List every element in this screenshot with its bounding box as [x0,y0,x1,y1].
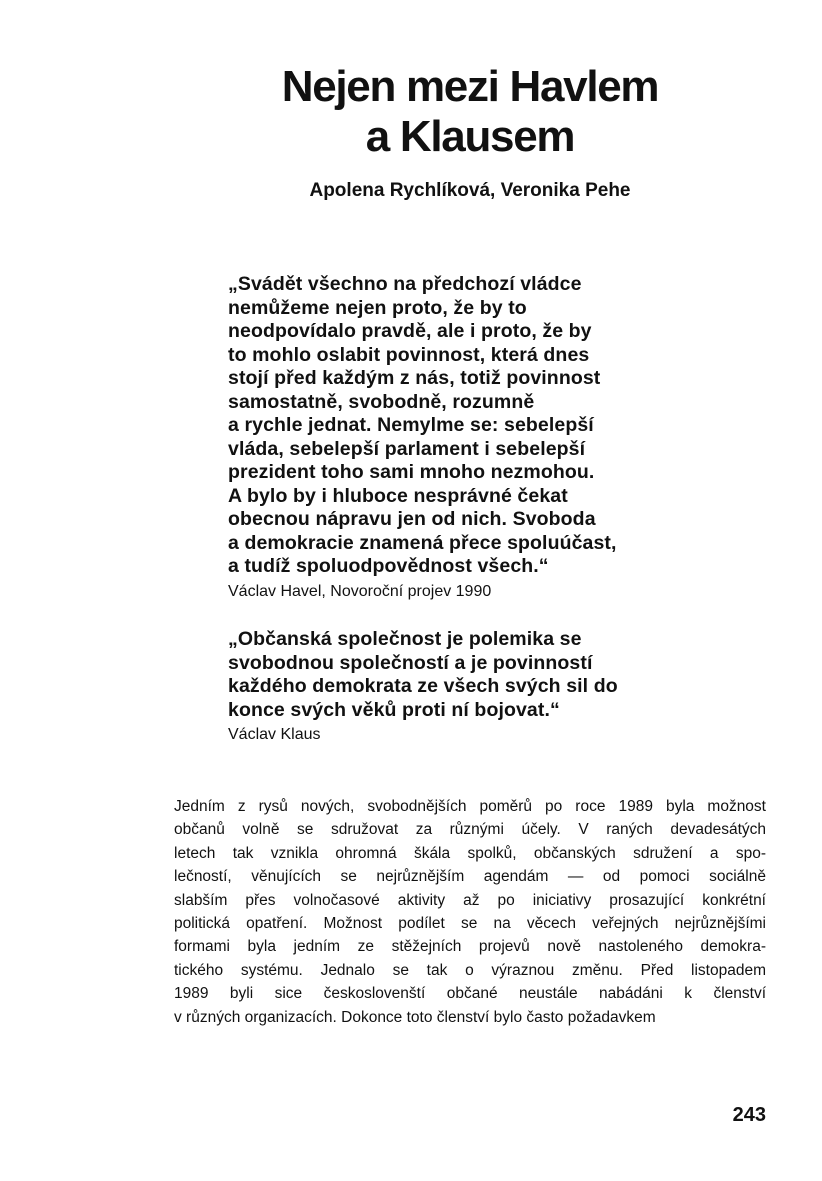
quote-line: svobodnou společností a je povinností [228,651,593,674]
body-line: slabším přes volnočasové aktivity až po iniciativy prosazující konkrétní [174,891,766,909]
body-line: lečností, věnujících se nejrůznějším agendám — od pomoci sociálně [174,868,766,886]
title-line: a Klausem [365,112,575,161]
title-line: Nejen mezi Havlem [281,62,659,111]
quote-line: vláda, sebelepší parlament i sebelepší [228,437,586,460]
epigraph-quote-klaus [228,628,788,746]
quote-line: prezident toho sami mnoho nezmohou. [228,461,595,483]
article-title [150,62,790,162]
body-line: letech tak vznikla ohromná škála spolků, občanských sdružení a spo- [174,844,766,862]
quote-line: a tudíž spoluodpovědnost všech.“ [228,555,549,577]
quote-line: nemůžeme nejen proto, že by to [228,296,527,319]
quote-attribution: Václav Klaus [228,726,321,743]
body-line: v různých organizacích. Dokonce toto členství bylo často požadavkem [174,1008,656,1026]
quote-line: každého demokrata ze všech svých sil do [228,675,618,697]
quote-line: a demokracie znamená přece spoluúčast, [228,531,617,554]
quote-line: to mohlo oslabit povinnost, která dnes [228,343,590,366]
quote-line: neodpovídalo pravdě, ale i proto, že by [228,320,592,342]
body-paragraph [174,795,766,1029]
quote-line: A bylo by i hluboce nesprávné čekat [228,484,568,507]
body-line: občanů volně se sdružovat za různými účely. V raných devadesátých [174,821,766,839]
quote-line: stojí před každým z nás, totiž povinnost [228,367,601,389]
quote-line: samostatně, svobodně, rozumně [228,390,535,413]
body-line: tického systému. Jednalo se tak o výraznou změnu. Před listopadem [174,961,766,979]
epigraph-quote-havel [228,273,788,603]
body-line: formami byla jedním ze stěžejních projevů nově nastoleného demokra- [174,938,766,956]
body-line: 1989 byli sice českoslovenští občané neustále nabádáni k členství [174,985,766,1003]
quote-line: konce svých věků proti ní bojovat.“ [228,698,560,721]
body-line: Jedním z rysů nových, svobodnějších poměrů po roce 1989 byla možnost [174,798,766,815]
quote-attribution: Václav Havel, Novoroční projev 1990 [228,582,492,600]
article-authors: Apolena Rychlíková, Veronika Pehe [309,180,631,201]
quote-line: a rychle jednat. Nemylme se: sebelepší [228,414,594,436]
quote-line: „Svádět všechno na předchozí vládce [228,273,582,295]
page-number: 243 [732,1104,766,1126]
body-line: politická opatření. Možnost podílet se na věcech veřejných nejrůznějšími [174,915,766,933]
quote-line: „Občanská společnost je polemika se [228,628,582,650]
quote-line: obecnou nápravu jen od nich. Svoboda [228,508,596,530]
